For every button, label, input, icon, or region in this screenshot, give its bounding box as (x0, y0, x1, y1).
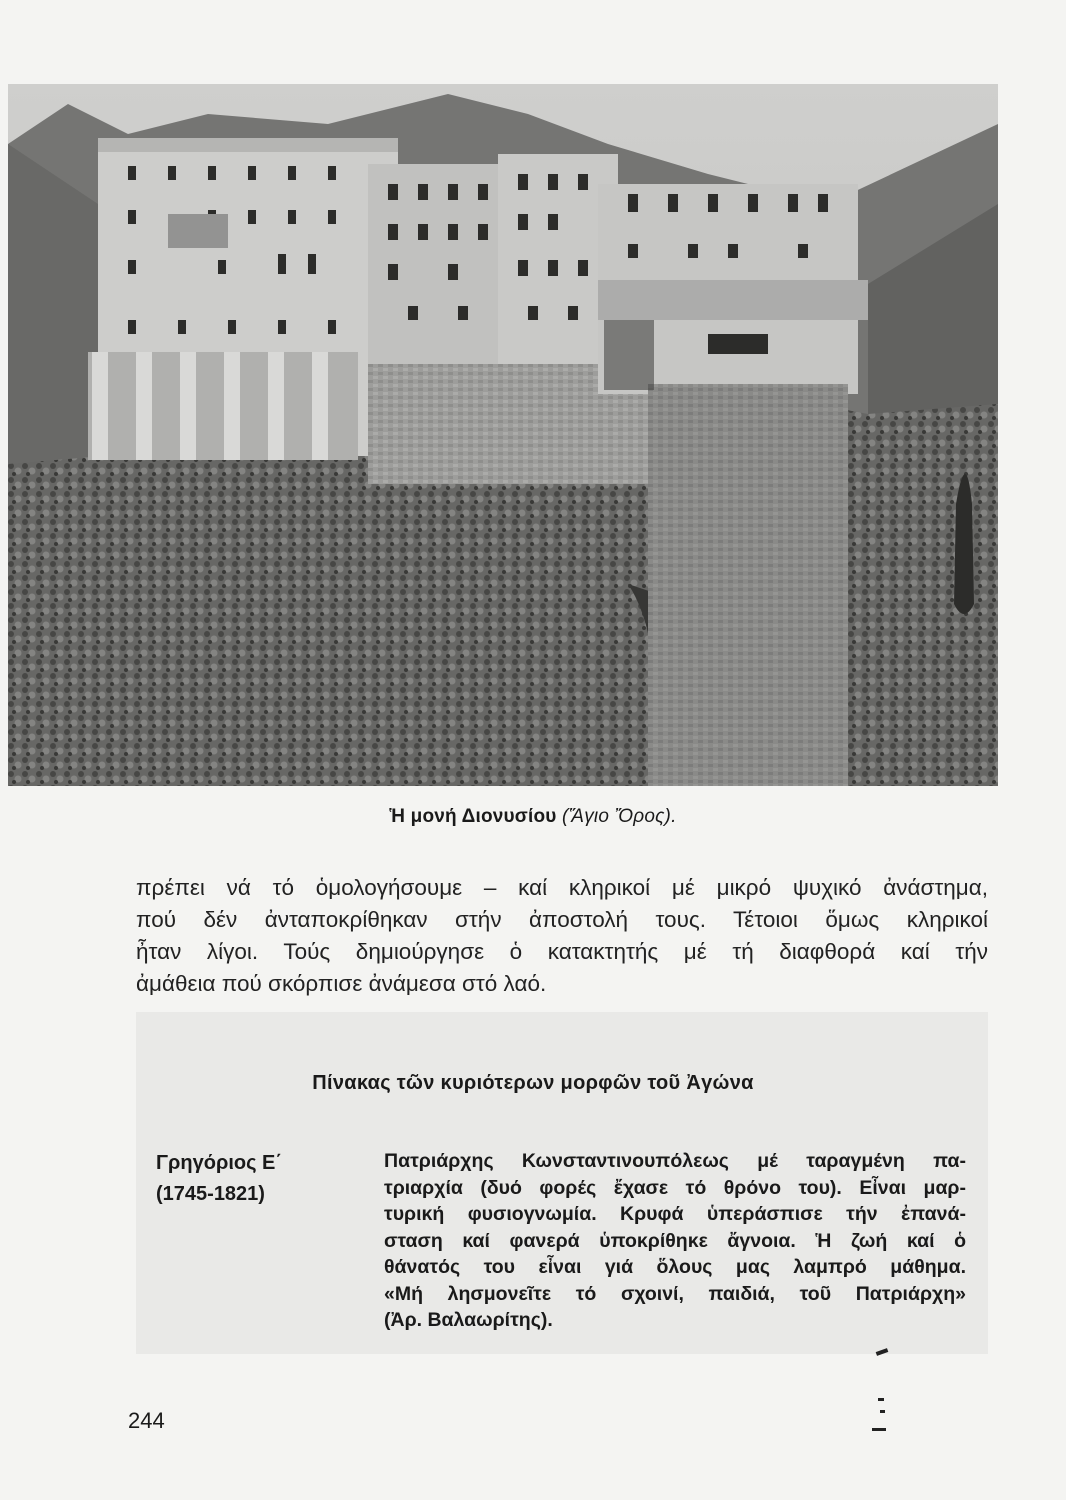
page-number: 244 (128, 1408, 165, 1433)
figure-description-line: θάνατός του εἶναι γιά ὅλους μας λαμπρό μάθημα. (384, 1256, 966, 1278)
figure-description-line: σταση καί φανερά ὑποκρίθηκε ἄγνοια. Ἡ ζωή καί ὁ (384, 1229, 966, 1252)
body-line: ἦταν λίγοι. Τούς δημιούργησε ὁ κατακτητής μέ τή διαφθορά καί τήν (136, 939, 988, 964)
body-line: πού δέν ἀνταποκρίθηκαν στήν ἀποστολή τους. Τέτοιοι ὅμως κληρικοί (136, 907, 988, 932)
ink-speck (880, 1410, 885, 1413)
figure-name: Γρηγόριος Ε΄ (156, 1152, 283, 1174)
caption-location: (Ἅγιο Ὄρος). (562, 806, 677, 827)
figure-description-line: τριαρχία (δυό φορές ἔχασε τό θρόνο του). Εἶναι μαρ- (384, 1176, 966, 1199)
figure-description-line: τυρική φυσιογνωμία. Κρυφά ὑπεράσπισε τήν ἐπανά- (384, 1203, 966, 1225)
body-line: πρέπει νά τό ὁμολογήσουμε – καί κληρικοί μέ μικρό ψυχικό ἀνάστημα, (136, 875, 988, 900)
photo-caption (0, 806, 1066, 828)
figure-description-line: «Μή λησμονεῖτε τό σχοινί, παιδιά, τοῦ Πατριάρχη» (384, 1282, 966, 1305)
figure-description-line: Πατριάρχης Κωνσταντινουπόλεως μέ ταραγμένη πα- (384, 1150, 966, 1172)
monastery-photo (8, 84, 998, 786)
body-paragraph (136, 872, 988, 1000)
body-line: ἀμάθεια πού σκόρπισε ἀνάμεσα στό λαό. (136, 971, 547, 996)
ink-speck (872, 1428, 886, 1431)
table-title: Πίνακας τῶν κυριότερων μορφῶν τοῦ Ἀγώνα (312, 1072, 754, 1094)
figure-description (384, 1148, 966, 1334)
ink-speck (878, 1398, 884, 1401)
figure-description-line: (Ἀρ. Βαλαωρίτης). (384, 1309, 553, 1331)
figure-name-block (156, 1148, 282, 1210)
caption-main: Ἡ μονή Διονυσίου (389, 806, 557, 827)
figure-years: (1745-1821) (156, 1183, 265, 1205)
